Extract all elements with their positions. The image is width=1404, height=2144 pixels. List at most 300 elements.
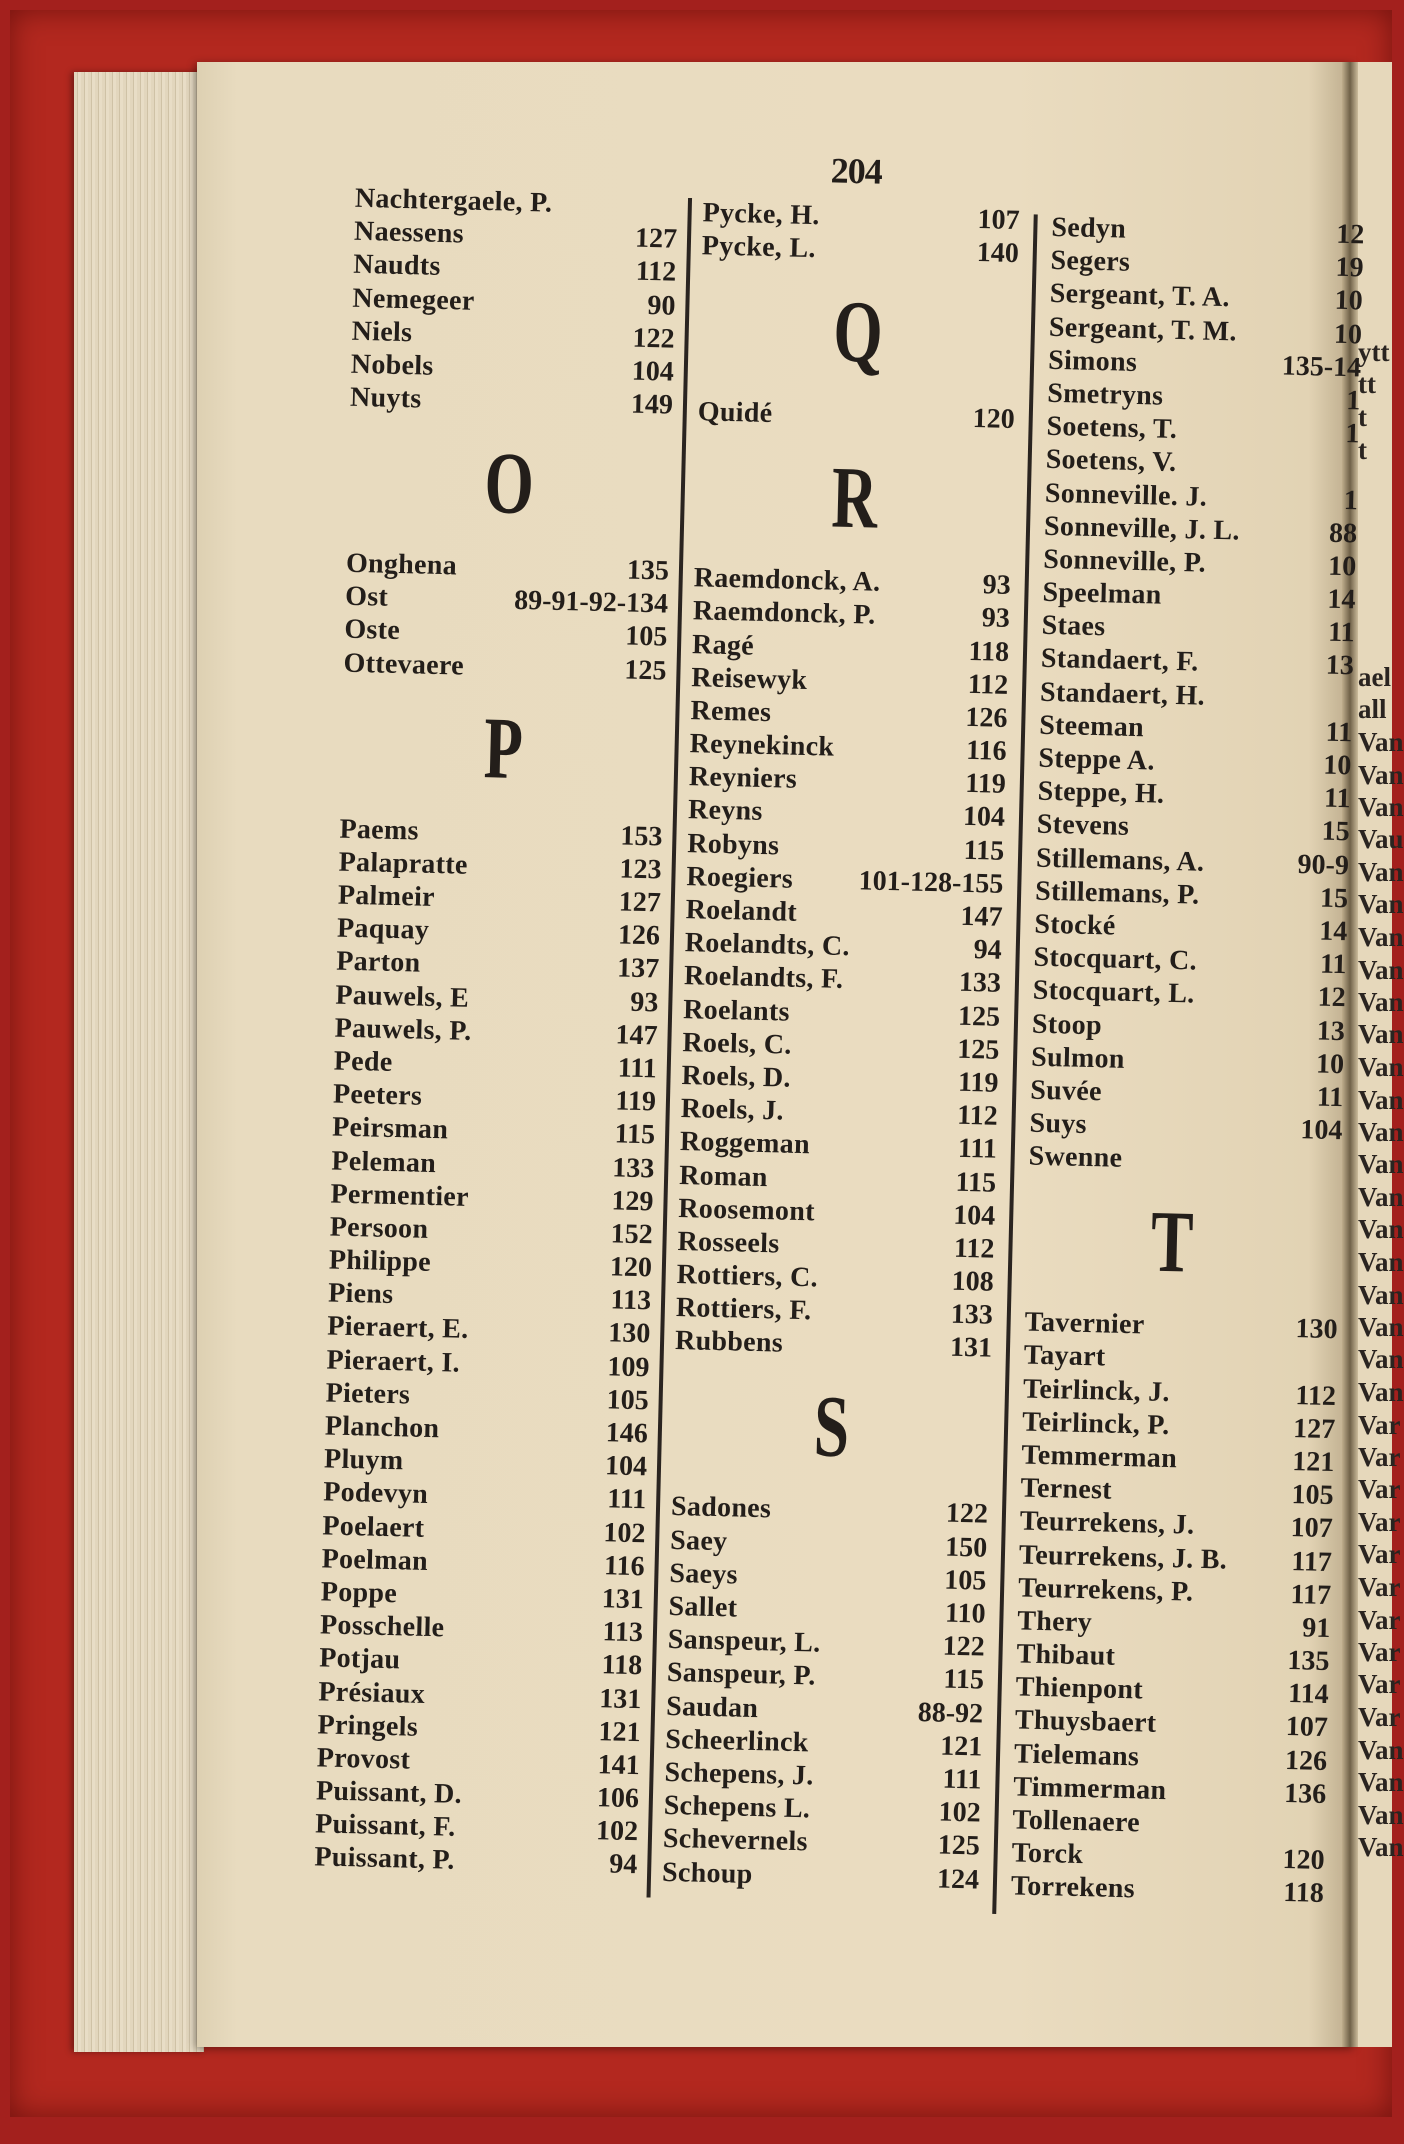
entry-page-numbers: 114 xyxy=(1287,1678,1330,1711)
next-page-text-fragment: Var xyxy=(1358,1669,1401,1700)
entry-name: Puissant, P. xyxy=(314,1841,456,1877)
entry-page-numbers: 14 xyxy=(1327,583,1356,616)
entry-name: Pycke, H. xyxy=(702,197,821,232)
entry-page-numbers: 137 xyxy=(616,952,660,985)
next-page-text-fragment: Var xyxy=(1358,1539,1401,1570)
entry-name: Niels xyxy=(351,315,413,348)
entry-name: Peirsman xyxy=(331,1111,449,1146)
next-page-text-fragment: Van xyxy=(1358,1344,1404,1375)
entry-name: Thibaut xyxy=(1016,1638,1116,1672)
entry-page-numbers: 130 xyxy=(607,1317,651,1350)
entry-name: Palmeir xyxy=(337,879,436,914)
entry-page-numbers: 88-92 xyxy=(917,1696,984,1730)
entry-name: Paquay xyxy=(336,912,430,947)
entry-name: Pluym xyxy=(323,1443,404,1477)
entry-name: Smetryns xyxy=(1047,377,1164,412)
entry-name: Tollenaere xyxy=(1012,1804,1141,1839)
entry-name: Pringels xyxy=(317,1709,419,1743)
entry-name: Suvée xyxy=(1029,1074,1103,1108)
entry-name: Rubbens xyxy=(674,1325,784,1360)
entry-page-numbers: 90-9 xyxy=(1297,848,1350,881)
entry-page-numbers: 13 xyxy=(1325,650,1355,682)
entry-name: Rottiers, C. xyxy=(676,1259,819,1294)
entry-name: Ragé xyxy=(691,628,755,662)
entry-name: Posschelle xyxy=(319,1609,445,1644)
entry-page-numbers: 119 xyxy=(615,1085,657,1118)
entry-page-numbers: 112 xyxy=(956,1099,999,1132)
entry-page-numbers: 10 xyxy=(1333,318,1363,351)
entry-name: Teurrekens, J. B. xyxy=(1018,1538,1228,1576)
next-page-text-fragment: Van xyxy=(1358,987,1404,1017)
entry-name: Rosseels xyxy=(677,1225,780,1260)
entry-name: Schoup xyxy=(661,1856,754,1890)
entry-name: Stocquart, C. xyxy=(1033,941,1198,977)
entry-page-numbers: 107 xyxy=(977,204,1020,237)
entry-page-numbers: 105 xyxy=(943,1564,987,1597)
entry-name: Stevens xyxy=(1036,809,1130,843)
entry-name: Nemegeer xyxy=(352,282,475,317)
entry-name: Torrekens xyxy=(1010,1870,1136,1905)
entry-name: Steppe, H. xyxy=(1037,775,1165,810)
next-page-text-fragment: Van xyxy=(1358,1279,1404,1310)
entry-page-numbers: 127 xyxy=(618,886,662,919)
entry-name: Sergeant, T. M. xyxy=(1048,311,1238,347)
entry-page-numbers: 120 xyxy=(972,403,1016,436)
entry-name: Paems xyxy=(339,813,420,847)
entry-name: Peeters xyxy=(332,1078,423,1112)
next-page-text-fragment: Van xyxy=(1358,921,1404,952)
entry-name: Philippe xyxy=(328,1244,432,1279)
entry-name: Parton xyxy=(335,945,421,980)
next-page-text-fragment: Van xyxy=(1358,1734,1404,1765)
entry-page-numbers: 109 xyxy=(607,1350,650,1384)
entry-page-numbers: 104 xyxy=(631,355,675,388)
entry-page-numbers: 125 xyxy=(957,1000,1001,1033)
entry-page-numbers: 129 xyxy=(611,1185,654,1218)
entry-page-numbers: 121 xyxy=(598,1715,641,1748)
entry-name: Roelandts, C. xyxy=(684,927,851,963)
next-page-text-fragment: ytt xyxy=(1358,337,1390,367)
entry-name: Stoop xyxy=(1031,1008,1103,1041)
next-page-text-fragment: Van xyxy=(1358,1052,1404,1083)
entry-name: Roels, C. xyxy=(682,1026,793,1061)
entry-page-numbers: 116 xyxy=(603,1550,645,1583)
next-page-text-fragment: Van xyxy=(1358,1214,1404,1245)
entry-page-numbers: 10 xyxy=(1334,285,1364,317)
entry-name: Puissant, D. xyxy=(315,1775,463,1810)
entry-name: Remes xyxy=(690,695,772,729)
section-letter: S xyxy=(812,1378,851,1477)
entry-name: Rottiers, F. xyxy=(675,1292,812,1327)
entry-page-numbers: 111 xyxy=(957,1133,998,1166)
entry-page-numbers: 19 xyxy=(1335,251,1364,284)
next-page-text-fragment: all xyxy=(1358,694,1387,725)
entry-name: Reyns xyxy=(687,794,764,828)
entry-page-numbers: 112 xyxy=(967,668,1009,701)
next-page-text-fragment: Van xyxy=(1358,1766,1404,1797)
entry-page-numbers: 126 xyxy=(1284,1744,1328,1777)
entry-name: Piens xyxy=(327,1277,394,1311)
entry-page-numbers: 111 xyxy=(942,1763,982,1796)
entry-page-numbers: 102 xyxy=(938,1796,982,1829)
next-page-text-fragment: Van xyxy=(1358,1149,1404,1179)
entry-name: Standaert, F. xyxy=(1040,643,1199,678)
entry-page-numbers: 153 xyxy=(620,820,663,853)
section-letter-heading xyxy=(340,680,666,821)
entry-name: Swenne xyxy=(1028,1140,1123,1175)
index-column-left xyxy=(314,182,678,1882)
entry-name: Roggeman xyxy=(679,1126,811,1161)
entry-page-numbers: 135-14 xyxy=(1281,350,1362,384)
next-page-text-fragment: Van xyxy=(1358,857,1404,888)
entry-name: Sanspeur, P. xyxy=(666,1657,816,1692)
section-letter-heading xyxy=(694,429,1014,570)
entry-name: Pieraert, E. xyxy=(326,1310,469,1346)
entry-name: Poelman xyxy=(321,1543,429,1577)
entry-page-numbers: 101-128-155 xyxy=(858,865,1004,900)
entry-name: Timmerman xyxy=(1012,1771,1167,1806)
entry-page-numbers: 140 xyxy=(976,237,1020,270)
entry-name: Palapratte xyxy=(338,846,469,881)
entry-name: Suys xyxy=(1029,1107,1088,1141)
entry-page-numbers: 10 xyxy=(1323,749,1352,782)
entry-page-numbers: 135 xyxy=(626,554,670,587)
entry-page-numbers: 107 xyxy=(1290,1512,1334,1545)
entry-name: Roelandt xyxy=(685,894,798,928)
entry-page-numbers: 135 xyxy=(1287,1645,1330,1678)
entry-name: Sonneville, P. xyxy=(1042,543,1207,579)
entry-name: Segers xyxy=(1050,245,1131,278)
entry-name: Nobels xyxy=(350,348,434,382)
entry-name: Raemdonck, P. xyxy=(692,595,876,631)
entry-name: Teirlinck, P. xyxy=(1021,1406,1170,1441)
entry-page-numbers: 94 xyxy=(608,1848,638,1881)
entry-page-numbers: 115 xyxy=(943,1664,985,1697)
entry-page-numbers: 15 xyxy=(1321,816,1351,848)
entry-name: Roosemont xyxy=(677,1192,816,1228)
entry-name: Poelaert xyxy=(322,1510,425,1544)
entry-name: Quidé xyxy=(697,396,773,430)
entry-page-numbers: 14 xyxy=(1318,915,1348,948)
entry-page-numbers: 118 xyxy=(601,1649,643,1682)
entry-name: Pycke, L. xyxy=(701,230,817,265)
entry-name: Teurrekens, J. xyxy=(1019,1505,1195,1542)
entry-page-numbers: 131 xyxy=(601,1583,645,1616)
entry-name: Permentier xyxy=(330,1178,470,1213)
entry-name: Sonneville, J. L. xyxy=(1043,510,1241,547)
entry-page-numbers: 105 xyxy=(624,621,668,654)
entry-name: Planchon xyxy=(324,1410,440,1445)
entry-page-numbers: 11 xyxy=(1323,782,1351,815)
entry-page-numbers: 125 xyxy=(624,654,667,687)
entry-page-numbers: 1 xyxy=(1345,418,1360,450)
next-page-text-fragment: Vau xyxy=(1358,824,1404,854)
entry-page-numbers: 93 xyxy=(630,986,659,1019)
entry-name: Roman xyxy=(678,1159,769,1193)
next-page-text-fragment: t xyxy=(1358,434,1367,465)
entry-name: Potjau xyxy=(318,1642,401,1676)
entry-page-numbers: 104 xyxy=(1300,1114,1343,1147)
entry-page-numbers: 90 xyxy=(647,289,676,322)
section-letter: R xyxy=(830,449,879,548)
entry-page-numbers: 115 xyxy=(955,1166,997,1199)
entry-name: Steeman xyxy=(1038,709,1145,744)
entry-page-numbers: 110 xyxy=(944,1597,986,1630)
next-page-text-fragment: Var xyxy=(1358,1474,1401,1504)
entry-name: Pieters xyxy=(325,1377,411,1411)
entry-name: Sallet xyxy=(668,1590,738,1624)
entry-page-numbers: 1 xyxy=(1345,385,1361,417)
entry-page-numbers: 115 xyxy=(963,834,1005,867)
entry-name: Roegiers xyxy=(686,860,794,895)
entry-page-numbers: 131 xyxy=(949,1332,993,1365)
entry-name: Peleman xyxy=(331,1145,437,1179)
index-column-right xyxy=(1010,211,1365,1910)
entry-name: Schepens L. xyxy=(663,1789,811,1825)
entry-page-numbers: 120 xyxy=(609,1251,653,1284)
entry-name: Onghena xyxy=(345,547,458,582)
entry-page-numbers: 124 xyxy=(936,1863,980,1896)
entry-page-numbers: 1 xyxy=(1343,484,1359,516)
next-page-text-fragment: Van xyxy=(1358,1832,1404,1863)
index-entry xyxy=(1010,1870,1324,1911)
entry-page-numbers: 123 xyxy=(619,853,663,886)
entry-page-numbers: 112 xyxy=(953,1232,995,1265)
next-page-text-fragment: Van xyxy=(1358,1312,1404,1342)
index-entry xyxy=(662,1855,980,1896)
index-column-middle xyxy=(662,196,1020,1896)
entry-name: Thery xyxy=(1017,1605,1093,1639)
entry-page-numbers: 102 xyxy=(595,1815,639,1848)
entry-name: Naessens xyxy=(353,215,465,250)
entry-name: Podevyn xyxy=(322,1476,429,1511)
entry-name: Saey xyxy=(669,1524,728,1557)
entry-page-numbers: 107 xyxy=(1285,1711,1329,1744)
next-page-text-fragment: Var xyxy=(1358,1409,1401,1440)
entry-name: Sonneville. J. xyxy=(1044,477,1208,513)
entry-page-numbers: 116 xyxy=(965,735,1007,767)
next-page-text-fragment: Var xyxy=(1358,1507,1401,1538)
entry-name: Naudts xyxy=(352,249,442,283)
entry-page-numbers: 120 xyxy=(1282,1844,1325,1877)
entry-page-numbers: 89-91-92-134 xyxy=(513,585,669,620)
entry-name: Sulmon xyxy=(1030,1041,1126,1075)
entry-name: Pieraert, I. xyxy=(326,1344,461,1379)
entry-name: Thuysbaert xyxy=(1014,1704,1157,1740)
entry-name: Temmerman xyxy=(1021,1439,1178,1475)
entry-page-numbers: 141 xyxy=(597,1749,641,1782)
entry-name: Staes xyxy=(1041,609,1106,643)
entry-page-numbers: 111 xyxy=(617,1052,658,1085)
entry-page-numbers: 88 xyxy=(1328,517,1358,550)
entry-page-numbers: 11 xyxy=(1327,616,1355,649)
entry-page-numbers: 150 xyxy=(944,1531,988,1564)
entry-page-numbers: 122 xyxy=(945,1498,989,1531)
entry-name: Simons xyxy=(1047,344,1138,378)
entry-page-numbers: 122 xyxy=(632,322,675,355)
entry-page-numbers: 121 xyxy=(1291,1446,1335,1479)
entry-page-numbers: 122 xyxy=(942,1630,986,1663)
entry-name: Stillemans, A. xyxy=(1035,842,1205,878)
entry-name: Sergeant, T. A. xyxy=(1049,278,1231,314)
entry-page-numbers: 152 xyxy=(610,1218,654,1251)
entry-name: Standaert, H. xyxy=(1039,676,1206,712)
entry-name: Sedyn xyxy=(1051,211,1127,245)
section-letter: Q xyxy=(832,283,885,382)
entry-page-numbers: 126 xyxy=(965,701,1008,734)
entry-name: Stocquart, L. xyxy=(1032,974,1195,1010)
entry-name: Schepens, J. xyxy=(664,1756,814,1792)
entry-page-numbers: 13 xyxy=(1316,1015,1346,1047)
entry-page-numbers: 125 xyxy=(956,1033,1000,1066)
next-page-text-fragment: Var xyxy=(1358,1441,1401,1472)
next-page-text-fragment: Van xyxy=(1358,1084,1404,1115)
entry-page-numbers: 133 xyxy=(958,967,1002,1000)
entry-name: Roelants xyxy=(682,993,791,1028)
entry-page-numbers: 127 xyxy=(634,222,678,255)
section-letter-heading xyxy=(671,1358,991,1499)
section-letter-heading xyxy=(1025,1173,1318,1313)
entry-name: Teurrekens, P. xyxy=(1017,1572,1194,1608)
next-page-text-fragment: Var xyxy=(1358,1571,1401,1602)
entry-name: Pede xyxy=(333,1045,393,1078)
next-page-text-fragment: Van xyxy=(1358,727,1404,758)
entry-page-numbers: 127 xyxy=(1292,1412,1336,1445)
entry-page-numbers: 147 xyxy=(960,900,1003,933)
entry-name: Ost xyxy=(344,580,389,614)
entry-name: Poppe xyxy=(320,1576,398,1610)
entry-page-numbers: 12 xyxy=(1335,218,1365,251)
entry-page-numbers: 91 xyxy=(1301,1612,1331,1644)
next-page-text-fragment: Van xyxy=(1358,1182,1404,1213)
entry-name: Roelandts, F. xyxy=(683,960,844,996)
next-page-text-fragment: Var xyxy=(1358,1604,1401,1635)
next-page-text-fragment: Van xyxy=(1358,954,1404,985)
section-letter: P xyxy=(482,700,524,799)
entry-page-numbers: 115 xyxy=(614,1118,656,1151)
entry-name: Saeys xyxy=(669,1557,739,1591)
entry-page-numbers: 15 xyxy=(1319,882,1349,915)
entry-name: Pauwels, P. xyxy=(334,1012,472,1047)
entry-page-numbers: 12 xyxy=(1317,981,1347,1014)
entry-page-numbers: 147 xyxy=(615,1019,658,1052)
entry-name: Roels, J. xyxy=(680,1093,785,1127)
section-letter-heading xyxy=(698,263,1018,404)
entry-name: Scheerlinck xyxy=(665,1723,810,1759)
entry-name: Oste xyxy=(344,614,401,647)
entry-name: Steppe A. xyxy=(1038,742,1156,777)
next-page-text-fragment: Van xyxy=(1358,1019,1404,1050)
entry-name: Reynekinck xyxy=(689,728,835,763)
entry-name: Sanspeur, L. xyxy=(667,1624,821,1659)
entry-name: Roels, D. xyxy=(681,1060,792,1094)
entry-page-numbers: 105 xyxy=(606,1384,650,1417)
entry-name: Torck xyxy=(1011,1837,1084,1871)
entry-page-numbers: 133 xyxy=(611,1151,655,1184)
entry-name: Ottevaere xyxy=(343,647,465,682)
next-page-text-fragment: Van xyxy=(1358,1246,1404,1277)
next-page-text-fragment: Van xyxy=(1358,759,1404,790)
next-page-text-fragment: Var xyxy=(1358,1702,1401,1733)
entry-page-numbers: 104 xyxy=(952,1199,996,1232)
next-page-text-fragment: ael xyxy=(1358,662,1391,692)
entry-page-numbers: 11 xyxy=(1325,716,1353,749)
entry-page-numbers: 125 xyxy=(937,1829,981,1862)
entry-name: Persoon xyxy=(329,1211,429,1245)
entry-page-numbers: 131 xyxy=(598,1682,642,1715)
entry-page-numbers: 149 xyxy=(630,388,674,421)
entry-page-numbers: 133 xyxy=(950,1298,994,1332)
entry-name: Puissant, F. xyxy=(314,1808,456,1844)
next-page-text-fragment: Van xyxy=(1358,1377,1404,1408)
entry-page-numbers: 102 xyxy=(603,1516,646,1549)
section-letter: T xyxy=(1149,1193,1194,1292)
entry-name: Soetens, T. xyxy=(1046,410,1178,446)
entry-page-numbers: 126 xyxy=(617,919,661,952)
entry-page-numbers: 11 xyxy=(1316,1081,1344,1114)
entry-name: Nuyts xyxy=(349,381,422,415)
entry-name: Robyns xyxy=(686,827,780,862)
entry-page-numbers: 117 xyxy=(1290,1578,1332,1611)
entry-page-numbers: 106 xyxy=(596,1782,640,1815)
next-page-text-fragment: Var xyxy=(1358,1637,1401,1667)
entry-page-numbers: 104 xyxy=(962,801,1006,834)
entry-page-numbers: 113 xyxy=(602,1616,644,1649)
entry-page-numbers: 112 xyxy=(635,256,677,289)
entry-name: Soetens, V. xyxy=(1045,444,1177,479)
entry-page-numbers: 10 xyxy=(1327,550,1357,583)
entry-name: Tavernier xyxy=(1024,1306,1145,1341)
entry-page-numbers: 10 xyxy=(1315,1048,1345,1080)
entry-name: Pauwels, E xyxy=(335,979,470,1014)
section-letter-heading xyxy=(346,414,672,555)
next-page-text-fragment: tt xyxy=(1358,369,1376,400)
entry-name: Thienpont xyxy=(1015,1671,1144,1706)
page-number: 204 xyxy=(830,150,883,192)
entry-page-numbers: 93 xyxy=(981,602,1011,635)
entry-name: Reisewyk xyxy=(690,661,808,696)
entry-page-numbers: 121 xyxy=(939,1730,983,1763)
entry-page-numbers: 119 xyxy=(957,1066,999,1099)
entry-name: Nachtergaele, P. xyxy=(354,182,553,219)
entry-page-numbers: 111 xyxy=(606,1483,647,1516)
entry-page-numbers: 11 xyxy=(1319,948,1347,981)
entry-name: Ternest xyxy=(1020,1472,1113,1506)
entry-page-numbers: 119 xyxy=(964,768,1007,801)
entry-name: Teirlinck, J. xyxy=(1022,1373,1171,1408)
next-page-text-fragment: Van xyxy=(1358,1800,1404,1830)
index-entry xyxy=(314,1841,638,1882)
section-letter: O xyxy=(483,434,536,533)
next-page-text-fragment: Van xyxy=(1358,889,1404,920)
entry-page-numbers: 118 xyxy=(968,635,1010,668)
entry-name: Stocké xyxy=(1034,908,1116,942)
next-page-text-fragment: Van xyxy=(1358,1116,1404,1147)
entry-name: Saudan xyxy=(665,1690,759,1724)
entry-page-numbers: 105 xyxy=(1291,1479,1334,1512)
next-page-text-fragment: t xyxy=(1358,402,1367,433)
entry-page-numbers: 94 xyxy=(973,934,1003,967)
entry-name: Tayart xyxy=(1023,1339,1106,1373)
entry-name: Raemdonck, A. xyxy=(693,562,881,598)
entry-name: Provost xyxy=(316,1742,411,1776)
entry-name: Tielemans xyxy=(1013,1738,1140,1773)
entry-page-numbers: 104 xyxy=(604,1450,648,1483)
entry-page-numbers: 112 xyxy=(1295,1379,1337,1412)
entry-name: Sadones xyxy=(670,1491,772,1525)
next-page-text-fragment: Van xyxy=(1358,791,1404,822)
entry-name: Speelman xyxy=(1042,576,1162,611)
